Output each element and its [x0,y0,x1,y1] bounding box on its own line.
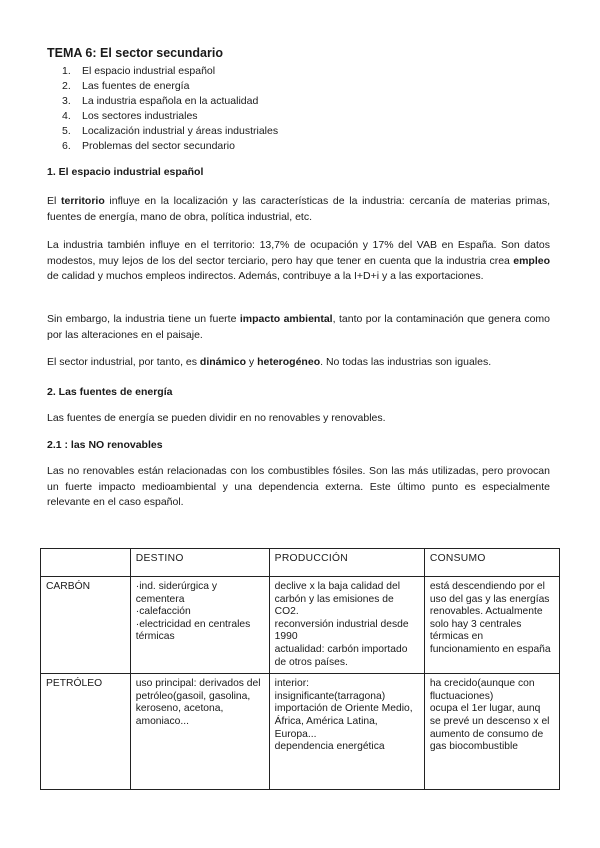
table-cell-produccion: interior: insignificante(tarragona) importación de Oriente Medio, África, América Latina, Europa... dependencia energética [269,674,424,790]
toc-item: 3. La industria española en la actualidad [62,95,259,107]
section-2-1-heading: 2.1 : las NO renovables [47,439,163,451]
toc-item: 2. Las fuentes de energía [62,80,190,92]
table-cell-produccion: declive x la baja calidad del carbón y las emisiones de CO2. reconversión industrial desde 1990 actualidad: carbón importado de otros países. [269,577,424,674]
energy-sources-table [40,548,560,790]
toc-item: 6. Problemas del sector secundario [62,140,235,152]
section-1-paragraph-3: Sin embargo, la industria tiene un fuerte impacto ambiental, tanto por la contaminación que genera como por las alteraciones en el paisaje. [47,313,550,341]
toc-item: 4. Los sectores industriales [62,110,198,122]
section-1-paragraph-2: La industria también influye en el territorio: 13,7% de ocupación y 17% del VAB en España. Son datos modestos, muy lejos de los del sector terciario, pero hay que tener en cuenta que la industria crea empleo de calidad y muchos empleos indirectos. Además, contribuye a la I+D+i y a las exportaciones. [47,239,550,282]
toc-item: 1. El espacio industrial español [62,65,216,77]
table-cell-consumo: ha crecido(aunque con fluctuaciones) ocupa el 1er lugar, aunq se prevé un descenso x el aumento de consumo de gas biocombustible [424,674,559,790]
table-header-cell: PRODUCCIÓN [269,549,424,577]
table-header-cell: DESTINO [130,549,269,577]
section-2-paragraph-1: Las fuentes de energía se pueden dividir en no renovables y renovables. [47,412,386,424]
section-2-heading: 2. Las fuentes de energía [47,386,173,398]
table-row [41,674,560,790]
table-row [41,577,560,674]
table-of-contents [62,64,278,154]
table-header-cell [41,549,131,577]
table-header-cell: CONSUMO [424,549,559,577]
section-2-paragraph-2: Las no renovables están relacionadas con los combustibles fósiles. Son las más utilizadas, pero provocan un fuerte impacto medioambiental y una dependencia externa. Este último punto es especialmente relevante en el caso español. [47,465,550,508]
table-cell-consumo: está descendiendo por el uso del gas y las energías renovables. Actualmente solo hay 3 centrales térmicas en funcionamiento en españa [424,577,559,674]
table-cell-source: CARBÓN [41,577,131,674]
toc-item: 5. Localización industrial y áreas industriales [62,125,279,137]
table-cell-destino: ·ind. siderúrgica y cementera ·calefacción ·electricidad en centrales térmicas [130,577,269,674]
table-cell-destino: uso principal: derivados del petróleo(gasoil, gasolina, keroseno, acetona, amoniaco... [130,674,269,790]
document-title: TEMA 6: El sector secundario [47,46,223,60]
section-1-paragraph-1: El territorio influye en la localización y las características de la industria: cercanía de materias primas, fuentes de energía, mano de obra, política industrial, etc. [47,195,550,223]
table-cell-source: PETRÓLEO [41,674,131,790]
section-1-heading: 1. El espacio industrial español [47,166,204,178]
section-1-paragraph-4: El sector industrial, por tanto, es dinámico y heterogéneo. No todas las industrias son iguales. [47,356,492,368]
table-header-row [41,549,560,577]
